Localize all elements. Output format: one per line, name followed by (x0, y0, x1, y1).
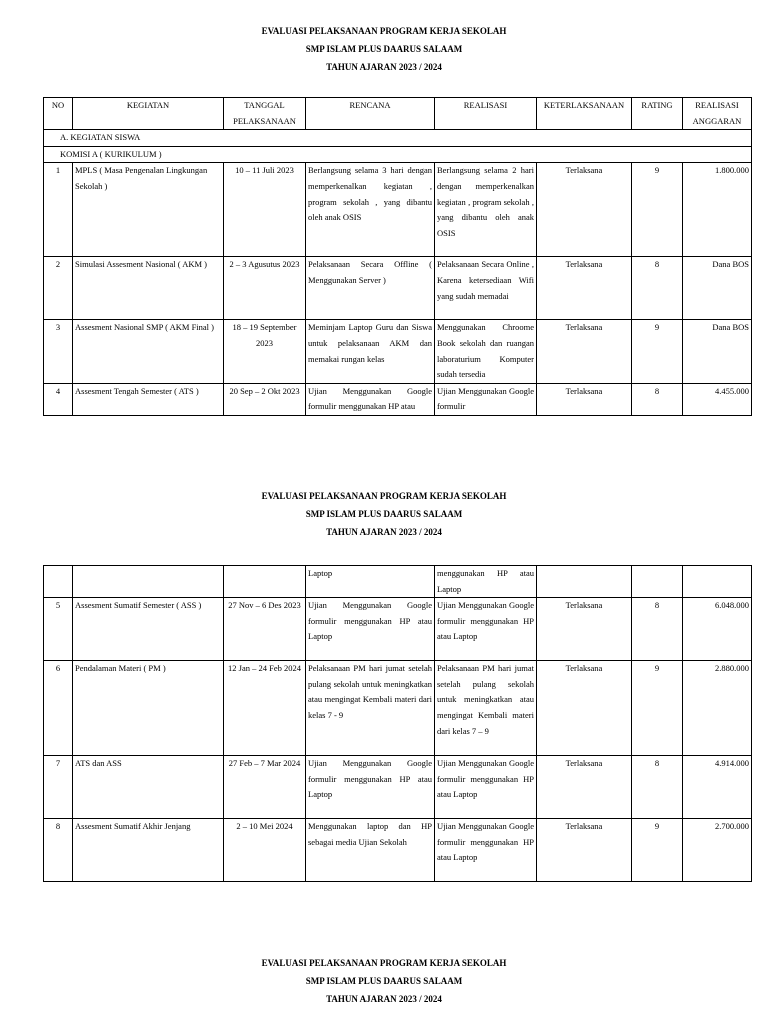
row-rating: 9 (632, 661, 683, 756)
row-no: 3 (44, 320, 73, 383)
row-rating: 9 (632, 819, 683, 882)
table-header-row (44, 98, 752, 130)
row-anggaran: Dana BOS (683, 320, 752, 383)
table-row (44, 661, 752, 756)
row-rencana: Laptop (306, 566, 435, 598)
row-rencana: Ujian Menggunakan Google formulir menggunakan HP atau Laptop (306, 756, 435, 819)
section-title: A. KEGIATAN SISWA (44, 130, 752, 147)
row-kegiatan: ATS dan ASS (73, 756, 224, 819)
row-tanggal: 12 Jan – 24 Feb 2024 (224, 661, 306, 756)
row-kegiatan: Assesment Tengah Semester ( ATS ) (73, 383, 224, 415)
col-rating: RATING (632, 98, 683, 130)
row-no: 1 (44, 163, 73, 257)
row-anggaran: 2.700.000 (683, 819, 752, 882)
row-rating: 8 (632, 257, 683, 320)
row-keterlaksanaan: Terlaksana (537, 661, 632, 756)
row-rencana: Ujian Menggunakan Google formulir menggunakan HP atau (306, 383, 435, 415)
row-no: 8 (44, 819, 73, 882)
row-keterlaksanaan: Terlaksana (537, 598, 632, 661)
school-year: TAHUN AJARAN 2023 / 2024 (326, 994, 442, 1004)
row-tanggal: 2 – 3 Agusutus 2023 (224, 257, 306, 320)
school-year: TAHUN AJARAN 2023 / 2024 (326, 527, 442, 537)
row-rating: 8 (632, 756, 683, 819)
row-tanggal: 10 – 11 Juli 2023 (224, 163, 306, 257)
doc-title: EVALUASI PELAKSANAAN PROGRAM KERJA SEKOLAH (261, 958, 507, 968)
row-rencana: Menggunakan laptop dan HP sebagai media Ujian Sekolah (306, 819, 435, 882)
row-keterlaksanaan: Terlaksana (537, 257, 632, 320)
school-name: SMP ISLAM PLUS DAARUS SALAAM (305, 509, 463, 519)
table-row (44, 756, 752, 819)
col-anggaran: REALISASI ANGGARAN (683, 98, 752, 130)
row-realisasi: Ujian Menggunakan Google formulir menggunakan HP atau Laptop (435, 598, 537, 661)
row-no: 7 (44, 756, 73, 819)
row-anggaran: 1.800.000 (683, 163, 752, 257)
col-tanggal: TANGGAL PELAKSANAAN (224, 98, 306, 130)
school-name: SMP ISLAM PLUS DAARUS SALAAM (305, 976, 463, 986)
row-anggaran: 4.455.000 (683, 383, 752, 415)
table-row (44, 598, 752, 661)
row-keterlaksanaan: Terlaksana (537, 819, 632, 882)
row-kegiatan: Assesment Sumatif Akhir Jenjang (73, 819, 224, 882)
table-row (44, 257, 752, 320)
row-no: 2 (44, 257, 73, 320)
table-row (44, 320, 752, 383)
row-rencana: Pelaksanaan PM hari jumat setelah pulang sekolah untuk meningkatkan atau mengingat Kembali materi dari kelas 7 - 9 (306, 661, 435, 756)
doc-title: EVALUASI PELAKSANAAN PROGRAM KERJA SEKOLAH (261, 26, 507, 36)
row-no: 5 (44, 598, 73, 661)
row-anggaran: 6.048.000 (683, 598, 752, 661)
row-tanggal: 27 Feb – 7 Mar 2024 (224, 756, 306, 819)
row-kegiatan: Pendalaman Materi ( PM ) (73, 661, 224, 756)
col-no: NO (44, 98, 73, 130)
page-header-3 (0, 954, 768, 1008)
row-keterlaksanaan: Terlaksana (537, 320, 632, 383)
row-realisasi: Berlangsung selama 2 hari dengan memperkenalkan kegiatan , program sekolah , yang dibantu oleh anak OSIS (435, 163, 537, 257)
row-tanggal: 2 – 10 Mei 2024 (224, 819, 306, 882)
school-year: TAHUN AJARAN 2023 / 2024 (326, 62, 442, 72)
col-realisasi: REALISASI (435, 98, 537, 130)
row-kegiatan: Assesment Sumatif Semester ( ASS ) (73, 598, 224, 661)
subsection-row (44, 146, 752, 163)
col-rencana: RENCANA (306, 98, 435, 130)
continuation-row (44, 566, 752, 598)
row-rencana: Ujian Menggunakan Google formulir menggunakan HP atau Laptop (306, 598, 435, 661)
row-realisasi: Ujian Menggunakan Google formulir (435, 383, 537, 415)
row-keterlaksanaan: Terlaksana (537, 756, 632, 819)
row-tanggal: 18 – 19 September 2023 (224, 320, 306, 383)
row-rating: 9 (632, 163, 683, 257)
row-tanggal: 27 Nov – 6 Des 2023 (224, 598, 306, 661)
row-kegiatan: Assesment Nasional SMP ( AKM Final ) (73, 320, 224, 383)
row-rating: 8 (632, 383, 683, 415)
row-keterlaksanaan: Terlaksana (537, 163, 632, 257)
col-keterlaksanaan: KETERLAKSANAAN (537, 98, 632, 130)
row-anggaran: 4.914.000 (683, 756, 752, 819)
row-realisasi: Pelaksanaan PM hari jumat setelah pulang sekolah untuk meningkatkan atau mengingat Kembali materi dari kelas 7 – 9 (435, 661, 537, 756)
row-keterlaksanaan: Terlaksana (537, 383, 632, 415)
row-kegiatan: MPLS ( Masa Pengenalan Lingkungan Sekolah ) (73, 163, 224, 257)
row-realisasi: Pelaksanaan Secara Online , Karena ketersediaan Wifi yang sudah memadai (435, 257, 537, 320)
row-rating: 9 (632, 320, 683, 383)
row-rencana: Pelaksanaan Secara Offline ( Menggunakan Server ) (306, 257, 435, 320)
table-row (44, 383, 752, 415)
section-row (44, 130, 752, 147)
col-kegiatan: KEGIATAN (73, 98, 224, 130)
page-header-1 (0, 22, 768, 76)
row-tanggal: 20 Sep – 2 Okt 2023 (224, 383, 306, 415)
doc-title: EVALUASI PELAKSANAAN PROGRAM KERJA SEKOLAH (261, 491, 507, 501)
school-name: SMP ISLAM PLUS DAARUS SALAAM (305, 44, 463, 54)
row-realisasi: Menggunakan Chroome Book sekolah dan ruangan laboraturium Komputer sudah tersedia (435, 320, 537, 383)
program-table-2 (43, 565, 752, 882)
page-header-2 (0, 487, 768, 541)
row-anggaran: Dana BOS (683, 257, 752, 320)
row-rencana: Berlangsung selama 3 hari dengan memperkenalkan kegiatan , program sekolah , yang dibantu oleh anak OSIS (306, 163, 435, 257)
row-realisasi: menggunakan HP atau Laptop (435, 566, 537, 598)
row-kegiatan: Simulasi Assesment Nasional ( AKM ) (73, 257, 224, 320)
table-row (44, 163, 752, 257)
row-rencana: Meminjam Laptop Guru dan Siswa untuk pelaksanaan AKM dan memakai rungan kelas (306, 320, 435, 383)
row-rating: 8 (632, 598, 683, 661)
row-no: 4 (44, 383, 73, 415)
section-subtitle: KOMISI A ( KURIKULUM ) (44, 146, 752, 163)
table-row (44, 819, 752, 882)
program-table-1 (43, 97, 752, 416)
row-realisasi: Ujian Menggunakan Google formulir menggunakan HP atau Laptop (435, 819, 537, 882)
row-realisasi: Ujian Menggunakan Google formulir menggunakan HP atau Laptop (435, 756, 537, 819)
row-no: 6 (44, 661, 73, 756)
row-anggaran: 2.880.000 (683, 661, 752, 756)
